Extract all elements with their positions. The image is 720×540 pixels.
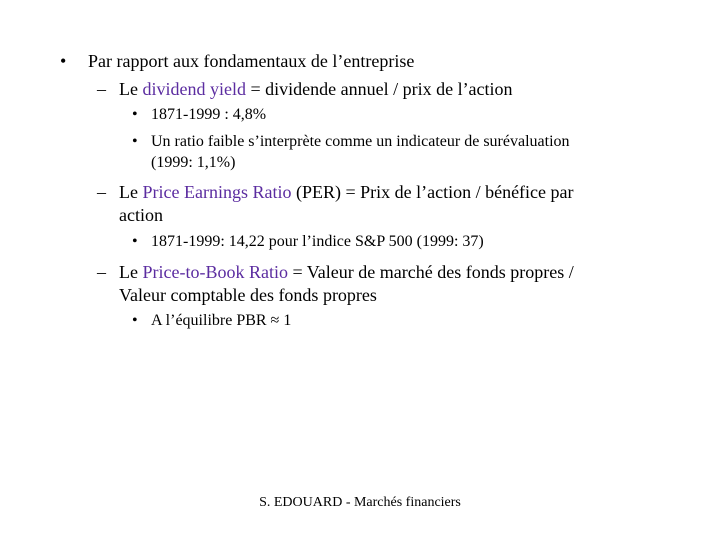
dividend-yield-line (119, 80, 513, 98)
dash-marker: – (97, 79, 106, 99)
dash-marker: – (97, 182, 106, 202)
dash-marker: – (97, 262, 106, 282)
dividend-yield-suffix: = dividende annuel / prix de l’action (245, 79, 513, 99)
sub-bullet-marker: • (132, 106, 138, 123)
pbr-line-cont: Valeur comptable des fonds propres (119, 285, 377, 305)
footer: S. EDOUARD - Marchés financiers (259, 495, 461, 510)
dividend-yield-prefix: Le (119, 79, 143, 99)
dividend-yield-history: 1871-1999 : 4,8% (151, 106, 267, 123)
pbr-prefix: Le (119, 262, 143, 282)
sub-bullet-marker: • (132, 312, 138, 329)
per-line (119, 183, 574, 201)
per-line-cont: action (119, 205, 163, 225)
sub-bullet-marker: • (132, 133, 138, 150)
per-prefix: Le (119, 182, 143, 202)
per-suffix: (PER) = Prix de l’action / bénéfice par (291, 182, 574, 202)
pbr-equilibrium: A l’équilibre PBR ≈ 1 (151, 312, 292, 329)
sub-bullet-marker: • (132, 233, 138, 250)
pbr-line (119, 263, 574, 281)
pbr-term: Price-to-Book Ratio (142, 262, 288, 282)
bullet-marker: • (60, 51, 67, 71)
per-history: 1871-1999: 14,22 pour l’indice S&P 500 (1999: 37) (151, 233, 484, 250)
dividend-yield-interpretation: Un ratio faible s’interprète comme un indicateur de surévaluation (151, 133, 570, 150)
dividend-yield-interpretation-cont: (1999: 1,1%) (151, 154, 236, 171)
dividend-yield-term: dividend yield (142, 79, 246, 99)
pbr-suffix: = Valeur de marché des fonds propres / (287, 262, 574, 282)
heading-bullet: Par rapport aux fondamentaux de l’entreprise (88, 51, 415, 71)
per-term: Price Earnings Ratio (142, 182, 292, 202)
